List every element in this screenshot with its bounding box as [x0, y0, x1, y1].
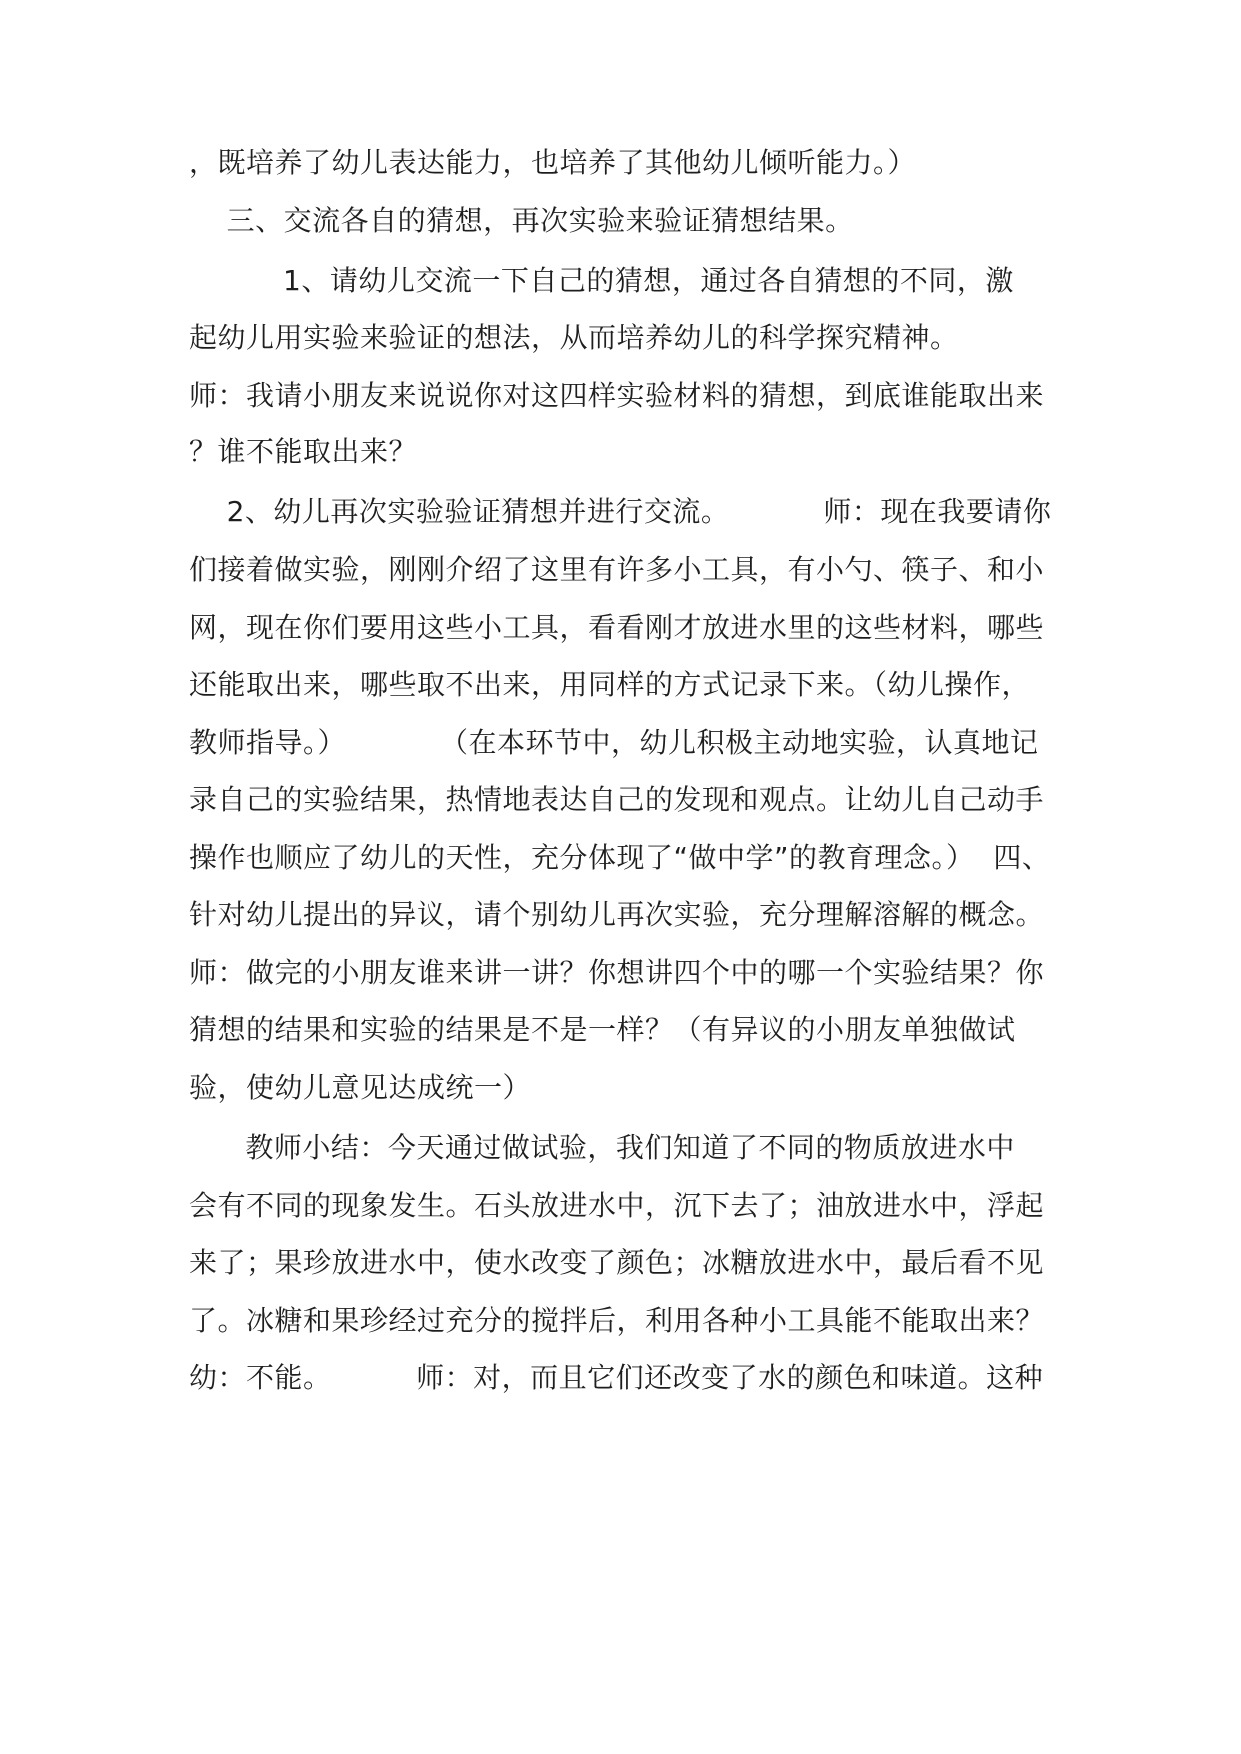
text-line: 录自己的实验结果，热情地表达自己的发现和观点。让幼儿自己动手: [189, 783, 1045, 816]
text-line: 起幼儿用实验来验证的想法，从而培养幼儿的科学探究精神。: [189, 321, 959, 354]
text-line: 教师指导。） （在本环节中，幼儿积极主动地实验，认真地记: [189, 726, 1039, 759]
text-line: 师：我请小朋友来说说你对这四样实验材料的猜想，到底谁能取出来: [189, 379, 1045, 412]
text-line: 1、请幼儿交流一下自己的猜想，通过各自猜想的不同，激: [189, 264, 1014, 297]
text-line: 教师小结：今天通过做试验，我们知道了不同的物质放进水中: [189, 1131, 1015, 1164]
text-line: 来了；果珍放进水中，使水改变了颜色；冰糖放进水中，最后看不见: [189, 1246, 1045, 1279]
text-line: 2、幼儿再次实验验证猜想并进行交流。 师：现在我要请你: [189, 495, 1052, 528]
text-line: 还能取出来，哪些取不出来，用同样的方式记录下来。（幼儿操作，: [189, 668, 1031, 701]
text-line: 针对幼儿提出的异议，请个别幼儿再次实验，充分理解溶解的概念。: [189, 898, 1045, 931]
text-line: 们接着做实验，刚刚介绍了这里有许多小工具，有小勺、筷子、和小: [189, 553, 1045, 586]
text-line: 师：做完的小朋友谁来讲一讲？你想讲四个中的哪一个实验结果？你: [189, 956, 1045, 989]
text-line: 幼：不能。 师：对，而且它们还改变了水的颜色和味道。这种: [189, 1361, 1044, 1394]
text-line: 会有不同的现象发生。石头放进水中，沉下去了；油放进水中，浮起: [189, 1189, 1045, 1222]
text-line: 验，使幼儿意见达成统一）: [189, 1071, 532, 1104]
text-line: 了。冰糖和果珍经过充分的搅拌后，利用各种小工具能不能取出来？: [189, 1304, 1045, 1337]
text-line: 猜想的结果和实验的结果是不是一样？（有异议的小朋友单独做试: [189, 1013, 1016, 1046]
text-line: 网，现在你们要用这些小工具，看看刚才放进水里的这些材料，哪些: [189, 611, 1045, 644]
text-line: ，既培养了幼儿表达能力，也培养了其他幼儿倾听能力。）: [189, 146, 917, 179]
text-line: 三、交流各自的猜想，再次实验来验证猜想结果。: [189, 204, 854, 237]
text-line: ？谁不能取出来？: [189, 435, 418, 468]
text-line: 操作也顺应了幼儿的天性，充分体现了“做中学”的教育理念。） 四、: [189, 841, 1051, 874]
